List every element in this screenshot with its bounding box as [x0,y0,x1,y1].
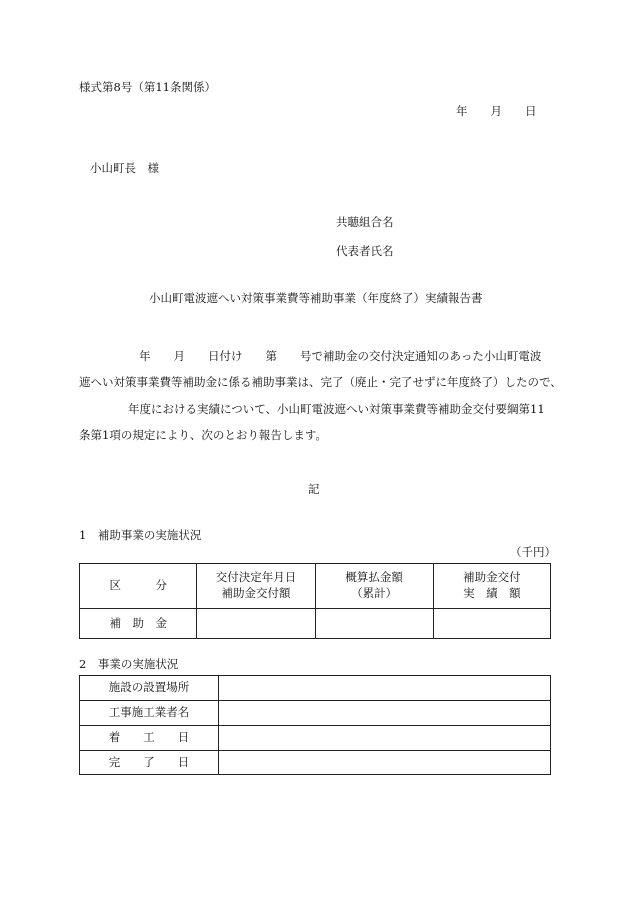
org-label: 共聴組合名 [336,215,394,229]
rep-label: 代表者氏名 [336,244,394,258]
addressee: 小山町長 様 [90,161,159,175]
header-approx [315,564,433,609]
date-line: 年 月 日 [456,104,537,118]
header-approx-line2: （累計） [351,586,398,600]
cell-actual [433,609,550,639]
row-label-contractor: 工事施工業者名 [80,701,219,726]
header-decision [197,564,315,609]
row-label-start: 着 工 日 [80,726,219,751]
form-label: 様式第8号（第11条関係） [79,80,216,94]
section1-heading: 1 補助事業の実施状況 [79,528,202,542]
cell-start [219,726,551,751]
body-line-3: 年度における実績について、小山町電波遮へい対策事業費等補助金交付要綱第11 [128,402,545,416]
body-line-1: 年 月 日付け 第 号で補助金の交付決定通知のあった小山町電波 [139,349,542,363]
implementation-table [79,563,551,639]
unit-label: （千円） [510,545,556,559]
row-label-location: 施設の設置場所 [80,676,219,701]
header-decision-line2: 補助金交付額 [221,586,291,600]
cell-location [219,676,551,701]
cell-decision [197,609,315,639]
section2-heading: 2 事業の実施状況 [79,657,179,671]
cell-complete [219,751,551,775]
body-line-4: 条第1項の規定により、次のとおり報告します。 [79,428,327,442]
header-actual [433,564,550,609]
body-line-2: 遮へい対策事業費等補助金に係る補助事業は、完了（廃止・完了せずに年度終了）したので、 [79,375,562,389]
ki-marker: 記 [308,482,320,496]
header-actual-line1: 補助金交付 [463,570,521,585]
cell-contractor [219,701,551,726]
header-category: 区 分 [80,564,197,609]
header-actual-line2: 実 績 額 [463,586,521,600]
header-approx-line1: 概算払金額 [345,570,403,585]
status-table [79,675,551,775]
row-subsidy-label: 補 助 金 [80,609,197,639]
cell-approx [315,609,433,639]
row-label-complete: 完 了 日 [80,751,219,775]
document-title: 小山町電波遮へい対策事業費等補助事業（年度終了）実績報告書 [149,291,483,305]
header-decision-line1: 交付決定年月日 [215,570,297,585]
